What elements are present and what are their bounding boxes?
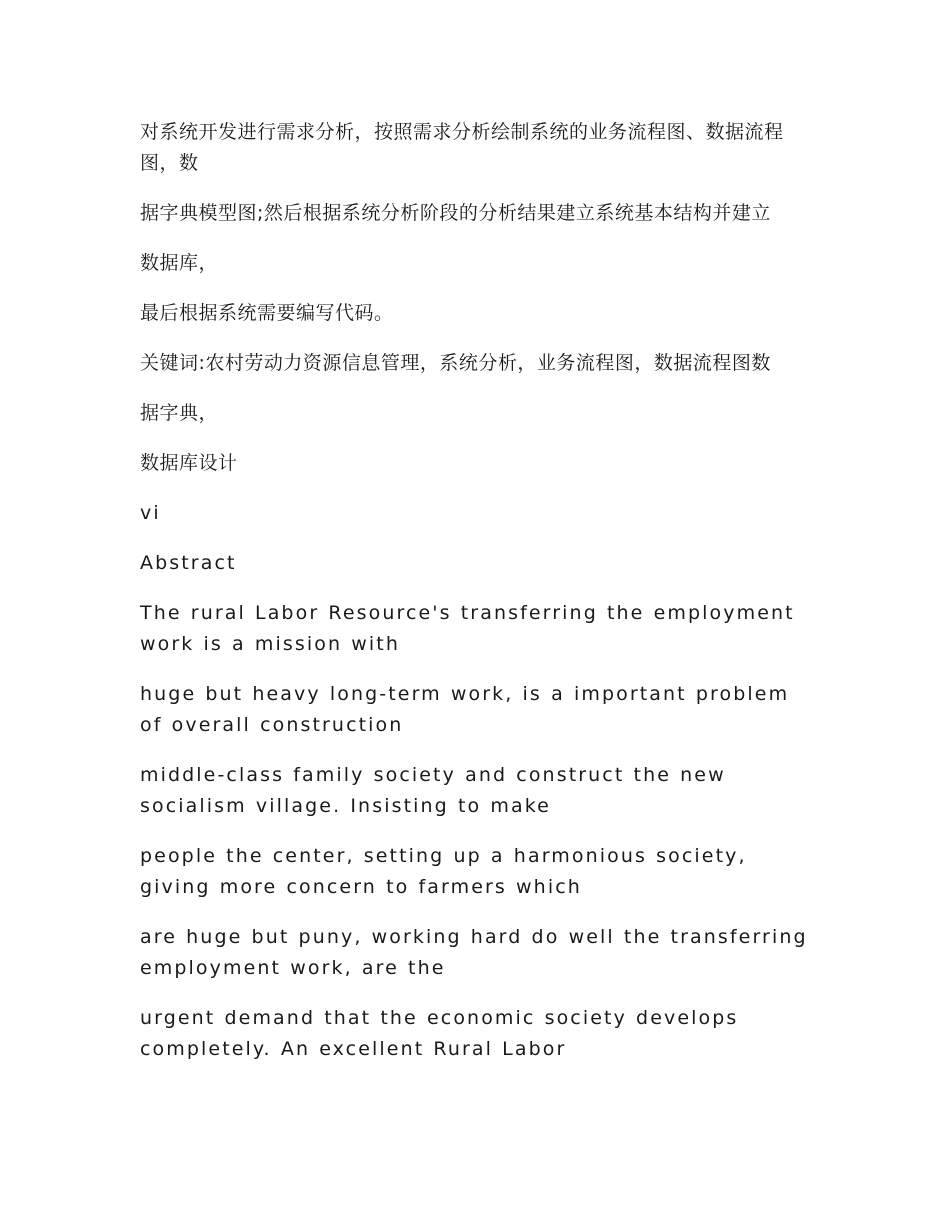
abstract-paragraph: people the center, setting up a harmonious society, giving more concern to farmers which — [140, 845, 747, 898]
abstract-paragraph: The rural Labor Resource's transferring the employment work is a mission with — [140, 602, 795, 655]
abstract-heading: Abstract — [140, 552, 237, 574]
document-body — [140, 117, 820, 1084]
abstract-paragraph: huge but heavy long-term work, is a important problem of overall construction — [140, 683, 790, 736]
abstract-paragraph: urgent demand that the economic society develops completely. An excellent Rural Labor — [140, 1007, 739, 1060]
paragraph-requirements-analysis: 对系统开发进行需求分析，按照需求分析绘制系统的业务流程图、数据流程图，数 — [140, 121, 784, 174]
abstract-paragraph: middle-class family society and construct the new socialism village. Insisting to make — [140, 764, 726, 817]
page-number: vi — [140, 502, 161, 524]
paragraph-database: 数据库， — [140, 252, 219, 274]
paragraph-keywords-continued: 据字典， — [140, 402, 219, 424]
abstract-paragraph: are huge but puny, working hard do well the transferring employment work, are the — [140, 926, 808, 979]
paragraph-data-dictionary: 据字典模型图;然后根据系统分析阶段的分析结果建立系统基本结构并建立 — [140, 202, 771, 224]
paragraph-write-code: 最后根据系统需要编写代码。 — [140, 302, 394, 324]
paragraph-keywords: 关键词:农村劳动力资源信息管理，系统分析，业务流程图，数据流程图数 — [140, 352, 771, 374]
paragraph-database-design: 数据库设计 — [140, 452, 238, 474]
